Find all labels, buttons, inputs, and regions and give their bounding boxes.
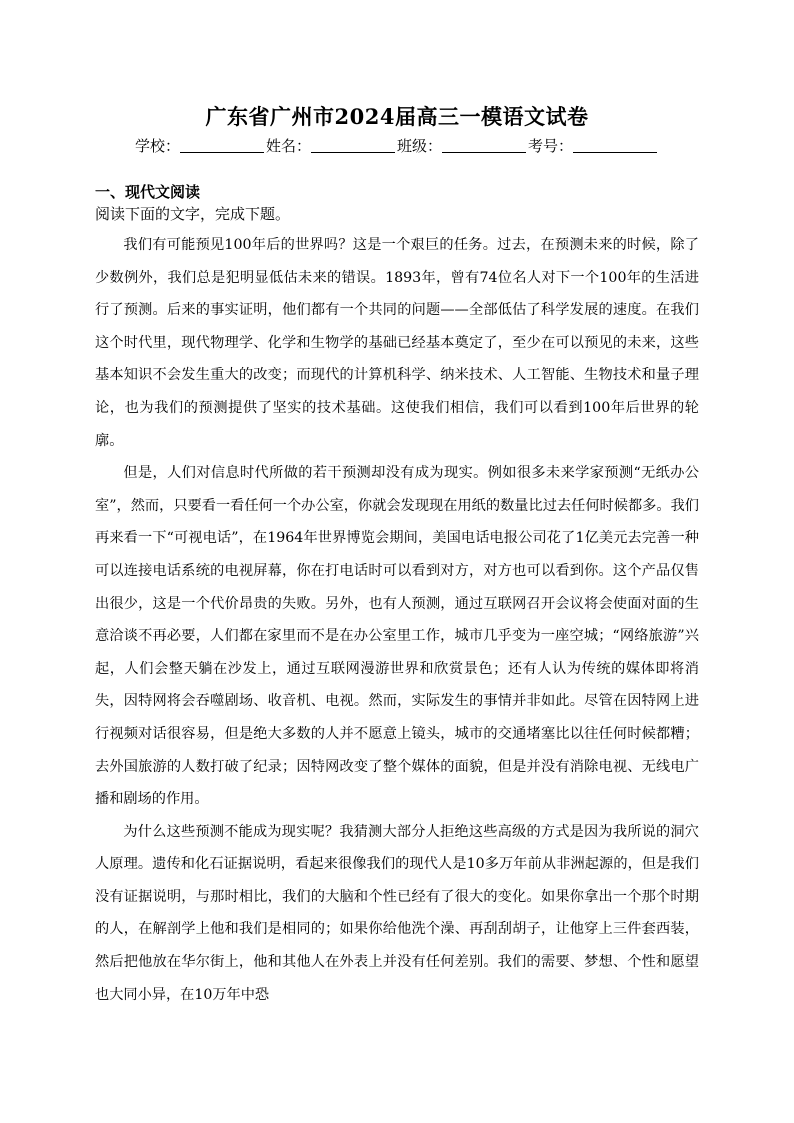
name-blank [311, 137, 395, 153]
school-blank [180, 137, 264, 153]
section-heading: 一、现代文阅读 [95, 183, 201, 201]
exam-title: 广东省广州市2024届高三一模语文试卷 [205, 104, 589, 129]
passage-paragraph: 为什么这些预测不能成为现实呢？我猜测大部分人拒绝这些高级的方式是因为我所说的洞穴人原理。遗传和化石证据说明，看起来很像我们的现代人是10多万年前从非洲起源的，但是我们没有证据说明，与那时相比，我们的大脑和个性已经有了很大的变化。如果你拿出一个那个时期的人，在解剖学上他和我们是相同的；如果你给他洗个澡、再刮刮胡子，让他穿上三件套西装，然后把他放在华尔街上，他和其他人在外表上并没有任何差别。我们的需要、梦想、个性和愿望也大同小异，在10万年中恐 [95, 823, 699, 1003]
exam-number-blank [573, 137, 657, 153]
class-label: 班级： [397, 137, 443, 155]
class-blank [442, 137, 526, 153]
exam-number-label: 考号： [528, 137, 574, 155]
passage-paragraph: 但是，人们对信息时代所做的若干预测却没有成为现实。例如很多未来学家预测“无纸办公室”，然而，只要看一看任何一个办公室，你就会发现现在用纸的数量比过去任何时候都多。我们再来看一下“可视电话”，在1964年世界博览会期间，美国电话电报公司花了1亿美元去完善一种可以连接电话系统的电视屏幕，你在打电话时可以看到对方，对方也可以看到你。这个产品仅售出很少，这是一个代价昂贵的失败。另外，也有人预测，通过互联网召开会议将会使面对面的生意洽谈不再必要，人们都在家里而不是在办公室里工作，城市几乎变为一座空城；“网络旅游”兴起，人们会整天躺在沙发上，通过互联网漫游世界和欣赏景色；还有人认为传统的媒体即将消失，因特网将会吞噬剧场、收音机、电视。然而，实际发生的事情并非如此。尽管在因特网上进行视频对话很容易，但是绝大多数的人并不愿意上镜头，城市的交通堵塞比以往任何时候都糟；去外国旅游的人数打破了纪录；因特网改变了整个媒体的面貌，但是并没有消除电视、无线电广播和剧场的作用。 [95, 465, 699, 808]
student-info-line [0, 135, 794, 157]
passage-paragraph: 我们有可能预见100年后的世界吗？这是一个艰巨的任务。过去，在预测未来的时候，除了少数例外，我们总是犯明显低估未来的错误。1893年，曾有74位名人对下一个100年的生活进行了预测。后来的事实证明，他们都有一个共同的问题——全部低估了科学发展的速度。在我们这个时代里，现代物理学、化学和生物学的基础已经基本奠定了，至少在可以预见的未来，这些基本知识不会发生重大的改变；而现代的计算机科学、纳米技术、人工智能、生物技术和量子理论，也为我们的预测提供了坚实的技术基础。这使我们相信，我们可以看到100年后世界的轮廓。 [95, 237, 699, 449]
school-label: 学校： [134, 137, 180, 155]
reading-passage [95, 229, 699, 1011]
name-label: 姓名： [265, 137, 311, 155]
reading-instruction: 阅读下面的文字，完成下题。 [95, 205, 291, 223]
